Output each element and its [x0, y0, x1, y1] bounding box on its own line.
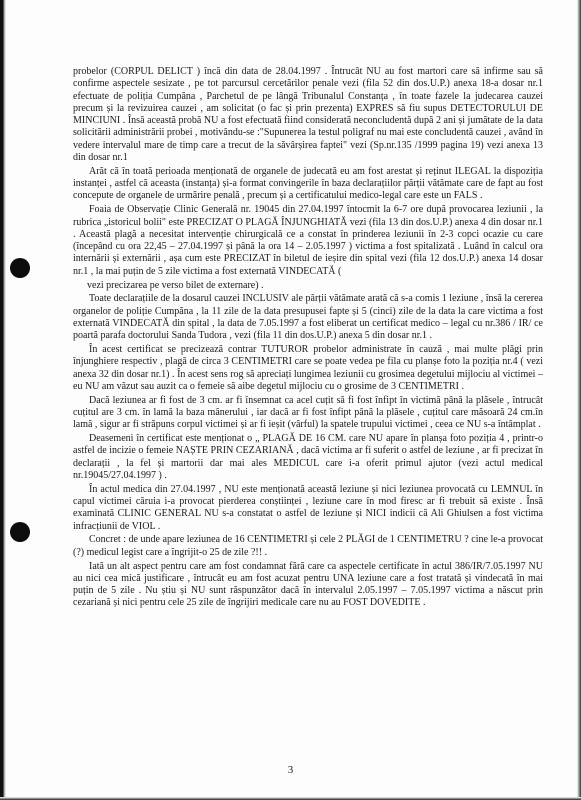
scan-edge-left: [0, 0, 6, 800]
paragraph: Toate declarațiile de la dosarul cauzei INCLUSIV ale părții vătămate arată că s-a comis 1 leziune , însă la cererea organelor de poliție Cumpăna , la 11 zile de la data presupusei fapte și 5 (cinci) zile de la data la care victima a fost externată VINDECATĂ din spital , la data de 7.05.1997 a fost eliberat un certificat medico – legal cu nr.386 / IR/ ce poartă parafa doctorului Sanda Tudora , vezi (fila 11 din dos.U.P.) anexa 5 din dosar nr.1 .: [73, 293, 543, 342]
paragraph: Arăt că în toată perioada menționată de organele de judecată eu am fost arestat și reținut ILEGAL la dispoziția instanței , astfel că aceasta (instanța) și-a format convingerile în baza declarațiilor părții vătămate care de fapt au fost concepute de organele de urmărire penală , precum și a certificatului medico-legal care este un FALS .: [73, 165, 543, 202]
page-number: 3: [287, 764, 294, 776]
paragraph: Dacă leziunea ar fi fost de 3 cm. ar fi însemnat ca acel cuțit să fi fost înfipt în victimă până la plăsele , întrucât cuțitul are 3 cm. în lamă la baza mânerului , iar dacă ar fi fost înfipt până la plăsele , cuțitul care măsoară 24 cm.în lamă , sigur ar fi străpuns corpul victimei și ar fi ieșit (vârful) la spatele trupului victimei , ceea ce NU s-a întâmplat .: [73, 394, 543, 431]
document-body: [73, 66, 543, 611]
punch-hole: [10, 258, 30, 278]
paragraph: vezi precizarea pe verso bilet de externare) .: [87, 279, 264, 291]
paragraph: În acest certificat se precizează contrar TUTUROR probelor administrate în cauză , mai multe plăgi prin înjunghiere respectiv , plagă de circa 3 CENTIMETRI care se poate vedea pe fila cu planșe foto la poziția nr.4 ( vezi anexa 32 din dosar nr.1) . În acest sens rog să apreciați lungimea leziunii cu grosimea degetului mijlociu al victimei – eu NU am văzut sau auzit ca o femeie să aibe degetul mijlociu cu o grosime de 3 CENTIMETRI .: [73, 344, 543, 392]
paragraph: Deasemeni în certificat este menționat o „ PLAGĂ DE 16 CM. care NU apare în planșa foto poziția 4 , printr-o astfel de incizie o femeie NAȘTE PRIN CEZARIANĂ , dacă victima ar fi suferit o astfel de leziune , ar fi precizat în declarații , la fel și martorii dar mai ales MEDICUL care i-a oferit primul ajutor (vezi actul medical nr.19045/27.04.1997 ) .: [73, 433, 543, 481]
paragraph: În actul medica din 27.04.1997 , NU este menționată această leziune și nici leziunea provocată cu LEMNUL în capul victimei căruia i-a provocat pierderea conștiinței , leziune care în mod firesc ar fi trebuit să existe . Însă examinată CLINIC GENERAL NU s-a constatat o astfel de leziune și NICI indicii că Ali Ghiulsen a fost victima infracțiunii de VIOL .: [73, 483, 543, 532]
punch-hole: [10, 522, 30, 542]
paragraph: probelor (CORPUL DELICT ) încă din data de 28.04.1997 . Întrucât NU au fost martori care să infirme sau să confirme aspectele sesizate , pe tot parcursul cercetărilor penale vezi (fila 52 din dos.U.P.) anexa 18-a dosar nr.1 efectuate de poliția Cumpăna , Parchetul de pe lângă Tribunalul Constanța , în toate fazele la judecarea cauzei precum și la revizuirea cauzei , am solicitat (o fac și prin prezenta) EXPRES să fiu supus DETECTORULUI DE MINCIUNI . Însă această probă NU a fost efectuată fiind considerată neconcludentă după 2 ani și jumătate de la data solicitării administrării probei , motivându-se :"Supunerea la testul poligraf nu mai este concludentă cauzei , având în vedere intervalul mare de timp care a trecut de la săvârșirea faptei" vezi (Sp.nr.135 /1999 pagina 19) vezi anexa 13 din dosar nr.1: [73, 66, 543, 164]
paragraph: Foaia de Observație Clinic Generală nr. 19045 din 27.04.1997 întocmit la 6-7 ore după provocarea leziunii , la rubrica „istoricul bolii" este PRECIZAT O PLAGĂ ÎNJUNGHIATĂ vezi (fila 13 din dos.U.P.) anexa 4 din dosar nr.1 . Această plagă a necesitat intervenție chirurgicală ce a constat în prinderea leziunii în 2-3 copci ocazie cu care (începând cu ora 22,45 – 27.04.1997 și până la ora 14 – 2.05.1997 ) victima a fost spitalizată . Luând în calcul ora internării și externării , așa cum este PRECIZAT în biletul de ieșire din spital vezi (fila 12 dos.U.P.) anexa 14 dosar nr.1 , la mai puțin de 5 zile victima a fost externată VINDECATĂ (: [73, 204, 543, 277]
scan-edge-right: [577, 0, 581, 800]
paragraph: Iată un alt aspect pentru care am fost condamnat fără care ca aspectele certificate în actul 386/IR/7.05.1997 NU au nici cea mică justificare , întrucât eu am fost acuzat pentru UNA leziune care a fost tratată și vindecată în mai puțin de 5 zile . Nu știu și NU sunt răspunzător dacă în intervalul 2.05.1997 – 7.05.1997 victima a născut prin cezariană și nici pentru cele 25 zile de îngrijiri medicale care nu au FOST DOVEDITE .: [73, 560, 543, 609]
paragraph: Concret : de unde apare leziunea de 16 CENTIMETRI și cele 2 PLĂGI de 1 CENTIMETRU ? cine le-a provocat (?) medicul legist care a îngrijit-o 25 de zile ?!! .: [73, 534, 543, 558]
